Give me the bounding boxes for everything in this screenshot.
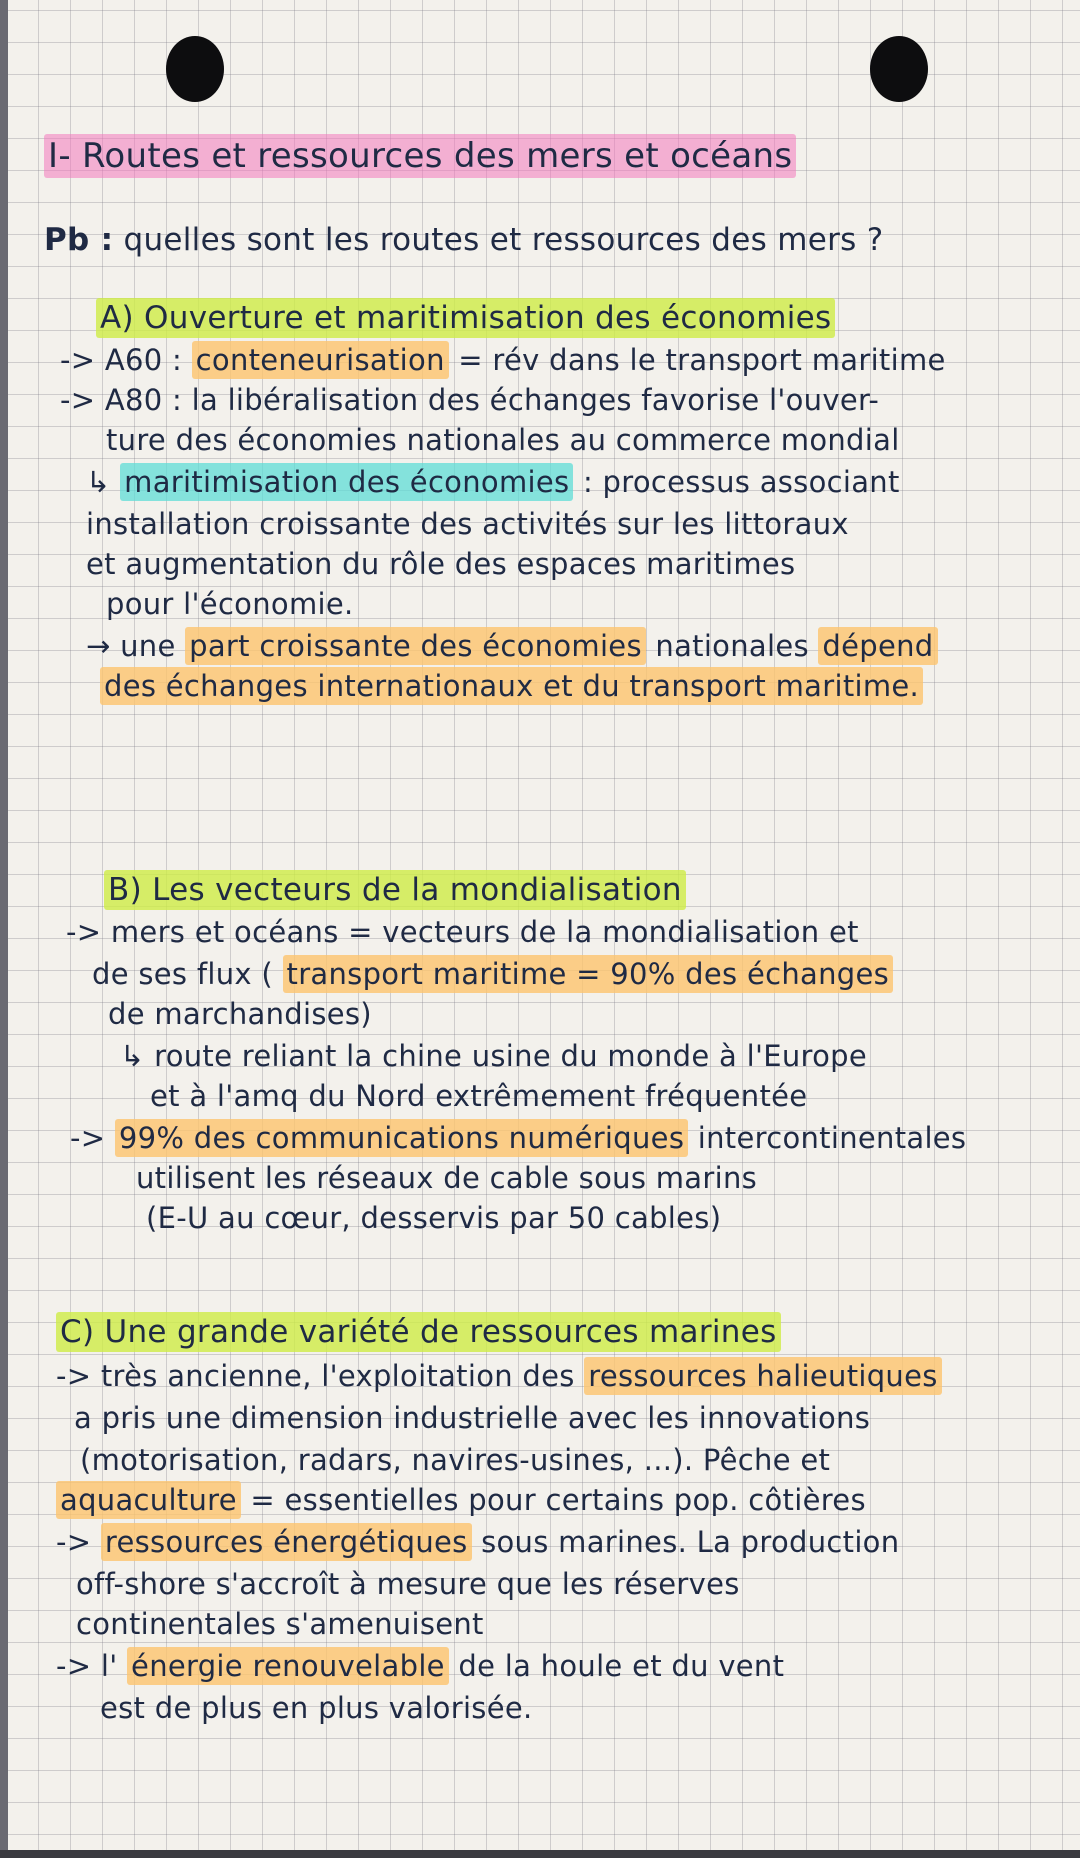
section-c-line-4: [56, 1482, 866, 1518]
section-b-line-6: [70, 1120, 966, 1156]
section-a-line-6: et augmentation du rôle des espaces maritimes: [86, 547, 796, 581]
notebook-margin-bar: [0, 0, 8, 1858]
b-l2-highlight: transport maritime = 90% des échanges: [283, 955, 894, 993]
c-l8-rest: de la houle et du vent: [458, 1649, 785, 1683]
title-highlight: I- Routes et ressources des mers et océans: [44, 134, 796, 178]
section-b-heading: [104, 872, 686, 908]
b-l6-rest: intercontinentales: [697, 1121, 967, 1155]
section-b-line-1: -> mers et océans = vecteurs de la mondialisation et: [66, 915, 859, 949]
section-b-line-8: (E-U au cœur, desservis par 50 cables): [146, 1201, 722, 1235]
section-c-line-2: a pris une dimension industrielle avec les innovations: [74, 1401, 871, 1435]
a-l8-prefix: → une: [86, 629, 176, 663]
section-b-line-7: utilisent les réseaux de cable sous marins: [136, 1161, 758, 1195]
problem-line: [44, 222, 884, 258]
section-a-line-3: ture des économies nationales au commerce mondial: [106, 423, 900, 457]
section-c-line-5: [56, 1524, 899, 1560]
b-l6-highlight: 99% des communications numériques: [115, 1119, 688, 1157]
section-c-line-7: continentales s'amenuisent: [76, 1607, 484, 1641]
section-a-line-9: [100, 668, 923, 704]
a-l4-prefix: ↳: [86, 465, 111, 499]
punch-hole-right: [870, 36, 928, 102]
c-l5-highlight: ressources énergétiques: [101, 1523, 472, 1561]
b-l6-prefix: ->: [70, 1121, 106, 1155]
problem-text: quelles sont les routes et ressources des mers ?: [123, 222, 884, 258]
c-l1-prefix: -> très ancienne, l'exploitation des: [56, 1359, 575, 1393]
a-l4-highlight: maritimisation des économies: [120, 463, 573, 501]
a-l9-highlight: des échanges internationaux et du transport maritime.: [100, 667, 923, 705]
a-l1-rest: = rév dans le transport maritime: [458, 343, 946, 377]
section-a-heading-text: A) Ouverture et maritimisation des économies: [96, 298, 835, 338]
section-c-line-8: [56, 1648, 784, 1684]
section-a-line-5: installation croissante des activités sur les littoraux: [86, 507, 849, 541]
punch-hole-left: [166, 36, 224, 102]
a-l4-rest: : processus associant: [582, 465, 900, 499]
c-l1-highlight: ressources halieutiques: [584, 1357, 941, 1395]
bottom-edge-bar: [0, 1850, 1080, 1858]
section-a-line-1: [60, 342, 946, 378]
c-l8-prefix: -> l': [56, 1649, 118, 1683]
c-l4-rest: = essentielles pour certains pop. côtières: [250, 1483, 866, 1517]
a-l1-highlight: conteneurisation: [192, 341, 449, 379]
section-b-line-2: [92, 956, 893, 992]
section-b-heading-text: B) Les vecteurs de la mondialisation: [104, 870, 686, 910]
section-c-line-1: [56, 1358, 942, 1394]
a-l8-mid: nationales: [655, 629, 809, 663]
section-b-line-3: de marchandises): [108, 997, 372, 1031]
a-l1-prefix: -> A60 :: [60, 343, 183, 377]
a-l8-highlight-1: part croissante des économies: [185, 627, 646, 665]
c-l8-highlight: énergie renouvelable: [127, 1647, 449, 1685]
section-b-line-5: et à l'amq du Nord extrêmement fréquentée: [150, 1079, 808, 1113]
section-c-heading-text: C) Une grande variété de ressources marines: [56, 1312, 781, 1352]
b-l2-prefix: de ses flux (: [92, 957, 273, 991]
c-l5-rest: sous marines. La production: [481, 1525, 900, 1559]
section-c-heading: [56, 1314, 781, 1350]
c-l5-prefix: ->: [56, 1525, 92, 1559]
c-l4-highlight: aquaculture: [56, 1481, 241, 1519]
section-c-line-3: (motorisation, radars, navires-usines, ...). Pêche et: [80, 1443, 831, 1477]
section-c-line-9: est de plus en plus valorisée.: [100, 1691, 533, 1725]
section-a-line-8: [86, 628, 938, 664]
problem-label: Pb :: [44, 222, 114, 258]
section-c-line-6: off-shore s'accroît à mesure que les réserves: [76, 1567, 740, 1601]
section-a-line-2: -> A80 : la libéralisation des échanges favorise l'ouver-: [60, 383, 880, 417]
section-a-heading: [96, 300, 835, 336]
section-a-line-7: pour l'économie.: [106, 587, 354, 621]
page-title: [44, 138, 796, 174]
section-b-line-4: ↳ route reliant la chine usine du monde à l'Europe: [120, 1039, 868, 1073]
a-l8-highlight-2: dépend: [818, 627, 937, 665]
section-a-line-4: [86, 464, 900, 500]
